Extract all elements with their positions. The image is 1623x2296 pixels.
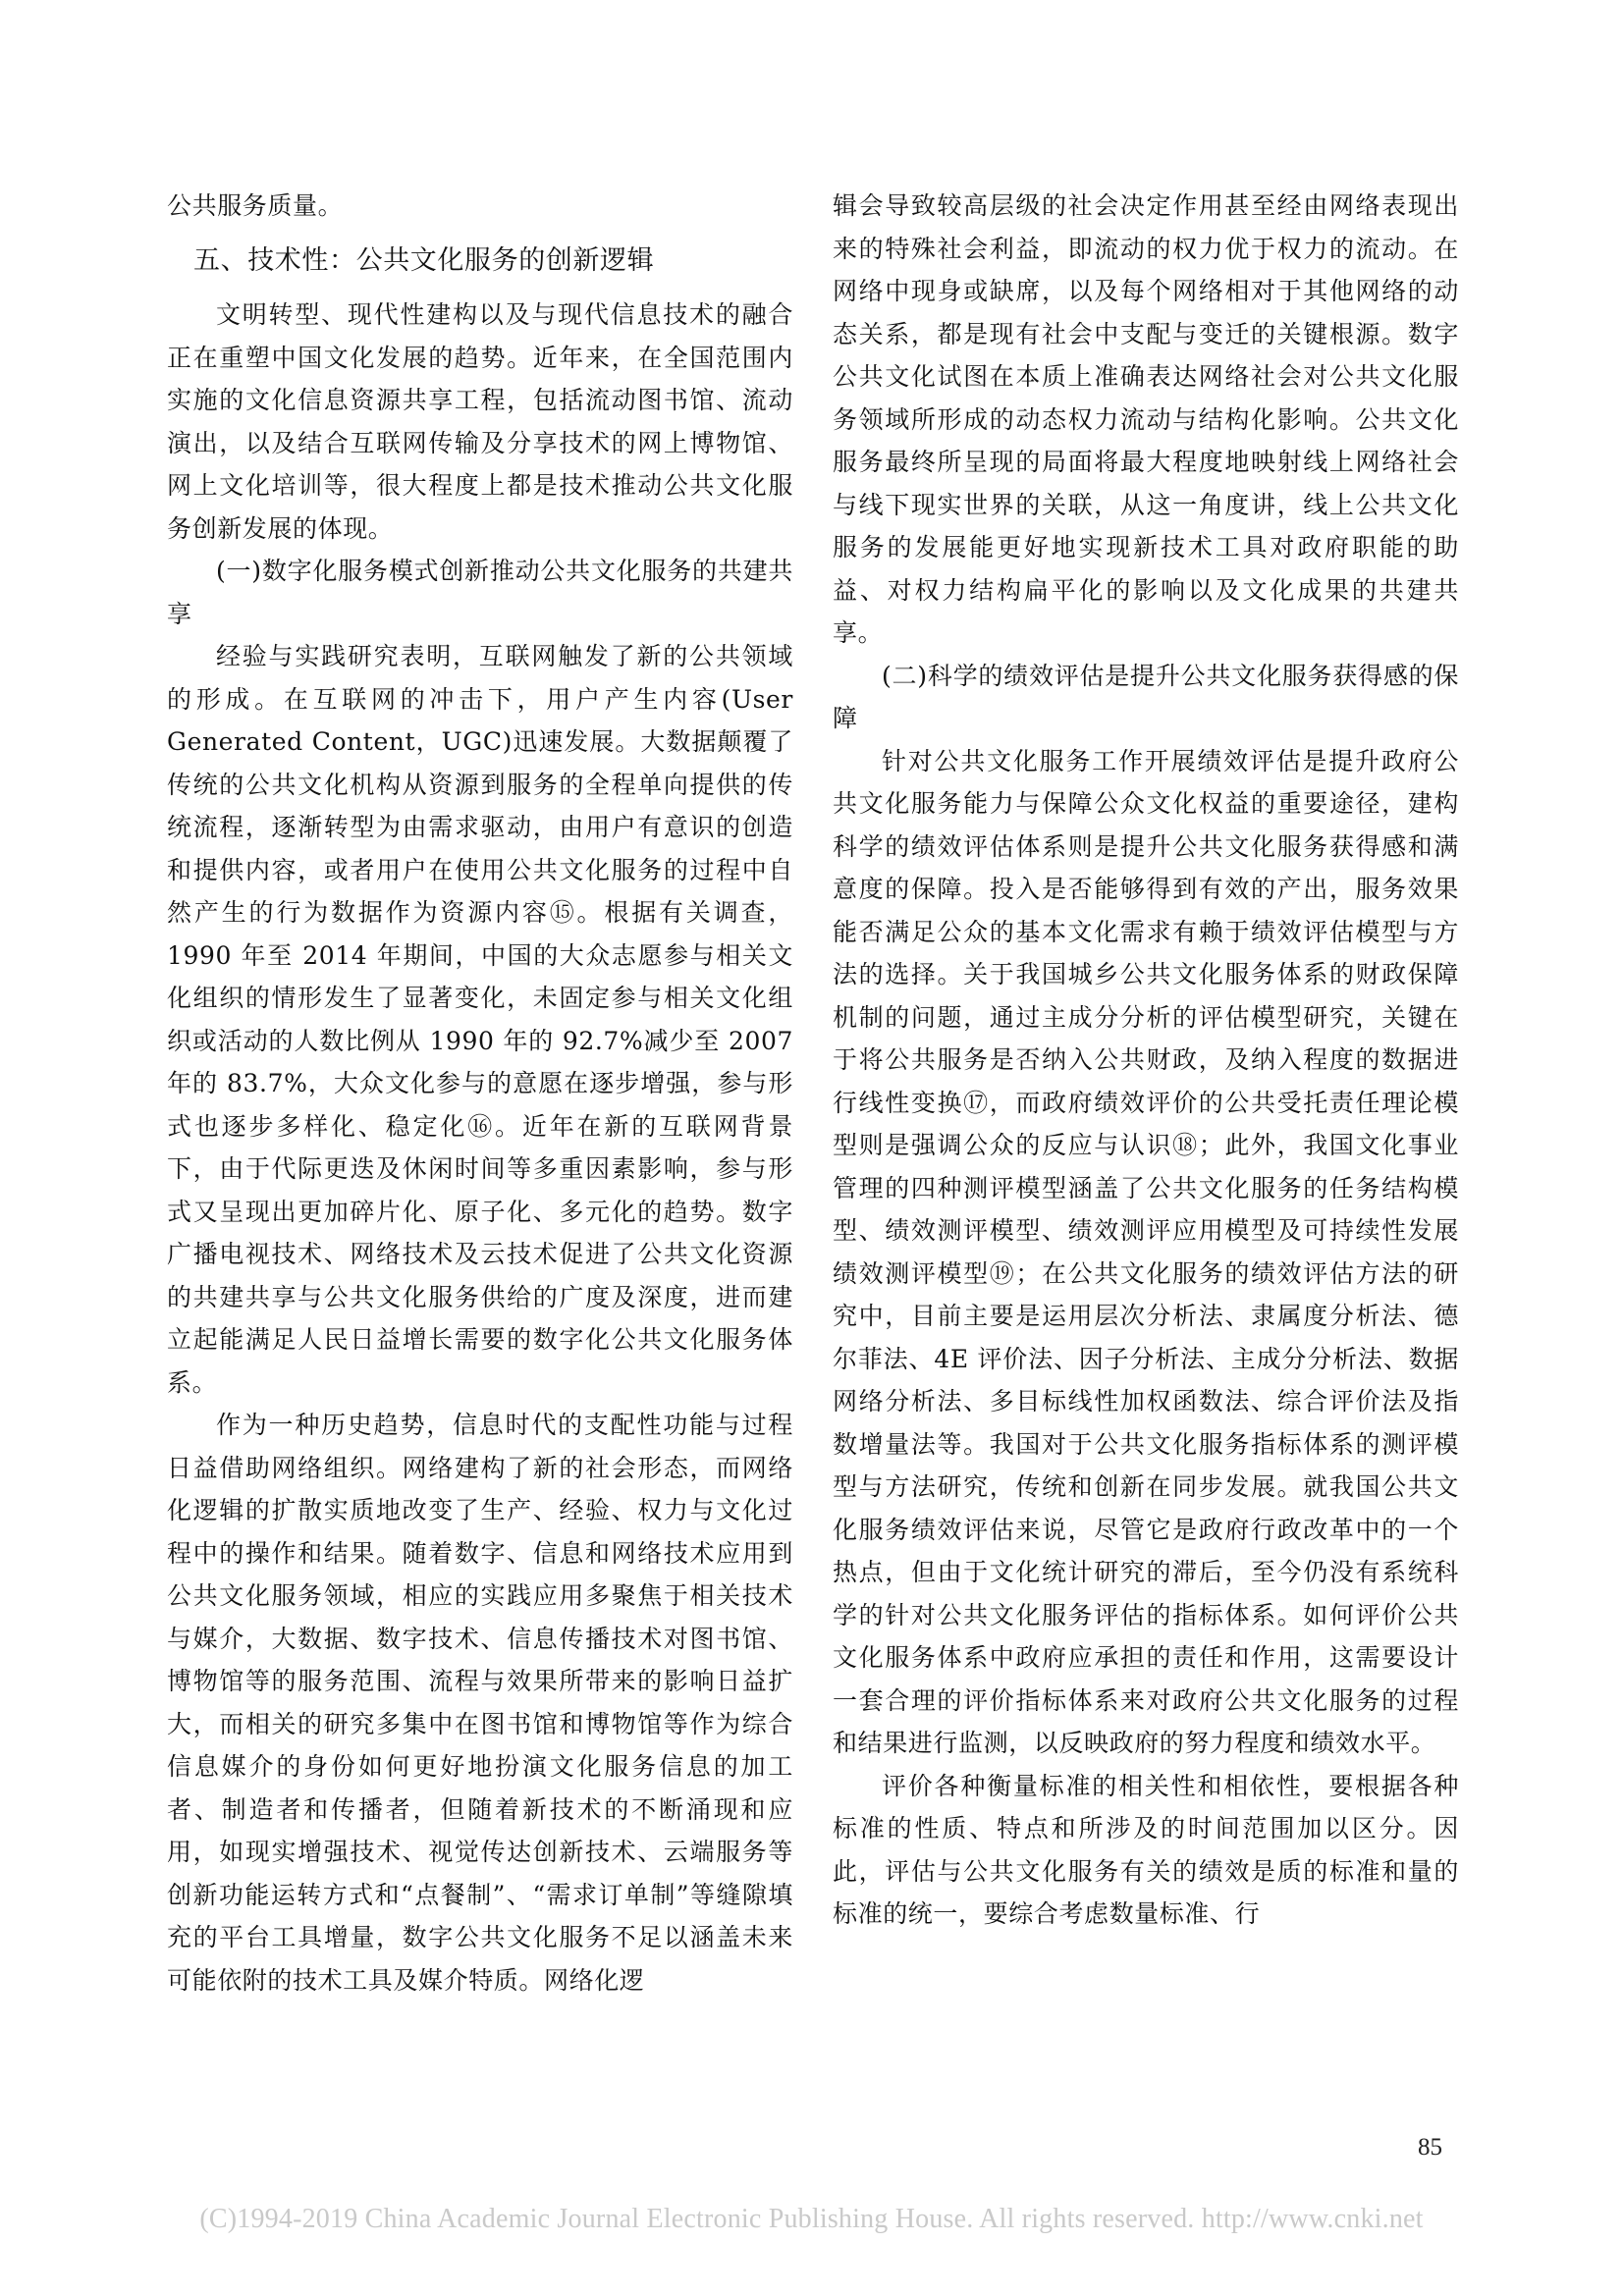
section-heading: 五、技术性：公共文化服务的创新逻辑 [193, 244, 655, 276]
sub-heading: (一)数字化服务模式创新推动公共文化服务的共建共享 [167, 557, 793, 628]
right-column [833, 185, 1459, 1936]
carryover-text: 公共服务质量。 [167, 191, 344, 220]
paragraph: 辑会导致较高层级的社会决定作用甚至经由网络表现出来的特殊社会利益，即流动的权力优于权力的流动。在网络中现身或缺席，以及每个网络相对于其他网络的动态关系，都是现有社会中支配与变迁的关键根源。数字公共文化试图在本质上准确表达网络社会对公共文化服务领域所形成的动态权力流动与结构化影响。公共文化服务最终所呈现的局面将最大程度地映射线上网络社会与线下现实世界的关联，从这一角度讲，线上公共文化服务的发展能更好地实现新技术工具对政府职能的助益、对权力结构扁平化的影响以及文化成果的共建共享。 [833, 191, 1459, 647]
copyright-footer: (C)1994-2019 China Academic Journal Electronic Publishing House. All rights reserved. http://www.cnki.net [199, 2204, 1424, 2234]
paragraph: 评价各种衡量标准的相关性和相依性，要根据各种标准的性质、特点和所涉及的时间范围加以区分。因此，评估与公共文化服务有关的绩效是质的标准和量的标准的统一，要综合考虑数量标准、行 [833, 1771, 1459, 1928]
paragraph: 作为一种历史趋势，信息时代的支配性功能与过程日益借助网络组织。网络建构了新的社会形态，而网络化逻辑的扩散实质地改变了生产、经验、权力与文化过程中的操作和结果。随着数字、信息和网络技术应用到公共文化服务领域，相应的实践应用多聚焦于相关技术与媒介，大数据、数字技术、信息传播技术对图书馆、博物馆等的服务范围、流程与效果所带来的影响日益扩大，而相关的研究多集中在图书馆和博物馆等作为综合信息媒介的身份如何更好地扮演文化服务信息的加工者、制造者和传播者，但随着新技术的不断涌现和应用，如现实增强技术、视觉传达创新技术、云端服务等创新功能运转方式和“点餐制”、“需求订单制”等缝隙填充的平台工具增量，数字公共文化服务不足以涵盖未来可能依附的技术工具及媒介特质。网络化逻 [167, 1411, 793, 1995]
page-number: 85 [1418, 2134, 1442, 2161]
paragraph: 针对公共文化服务工作开展绩效评估是提升政府公共文化服务能力与保障公众文化权益的重要途径，建构科学的绩效评估体系则是提升公共文化服务获得感和满意度的保障。投入是否能够得到有效的产出，服务效果能否满足公众的基本文化需求有赖于绩效评估模型与方法的选择。关于我国城乡公共文化服务体系的财政保障机制的问题，通过主成分分析的评估模型研究，关键在于将公共服务是否纳入公共财政，及纳入程度的数据进行线性变换⑰，而政府绩效评价的公共受托责任理论模型则是强调公众的反应与认识⑱；此外，我国文化事业管理的四种测评模型涵盖了公共文化服务的任务结构模型、绩效测评模型、绩效测评应用模型及可持续性发展绩效测评模型⑲；在公共文化服务的绩效评估方法的研究中，目前主要是运用层次分析法、隶属度分析法、德尔菲法、4E 评价法、因子分析法、主成分分析法、数据网络分析法、多目标线性加权函数法、综合评价法及指数增量法等。我国对于公共文化服务指标体系的测评模型与方法研究，传统和创新在同步发展。就我国公共文化服务绩效评估来说，尽管它是政府行政改革中的一个热点，但由于文化统计研究的滞后，至今仍没有系统科学的针对公共文化服务评估的指标体系。如何评价公共文化服务体系中政府应承担的责任和作用，这需要设计一套合理的评价指标体系来对政府公共文化服务的过程和结果进行监测，以反映政府的努力程度和绩效水平。 [833, 746, 1459, 1757]
sub-heading: (二)科学的绩效评估是提升公共文化服务获得感的保障 [833, 661, 1459, 732]
paragraph: 文明转型、现代性建构以及与现代信息技术的融合正在重塑中国文化发展的趋势。近年来，在全国范围内实施的文化信息资源共享工程，包括流动图书馆、流动演出，以及结合互联网传输及分享技术的网上博物馆、网上文化培训等，很大程度上都是技术推动公共文化服务创新发展的体现。 [167, 300, 793, 543]
paragraph: 经验与实践研究表明，互联网触发了新的公共领域的形成。在互联网的冲击下，用户产生内容(User Generated Content，UGC)迅速发展。大数据颠覆了传统的公共文化机构从资源到服务的全程单向提供的传统流程，逐渐转型为由需求驱动，由用户有意识的创造和提供内容，或者用户在使用公共文化服务的过程中自然产生的行为数据作为资源内容⑮。根据有关调查，1990 年至 2014 年期间，中国的大众志愿参与相关文化组织的情形发生了显著变化，未固定参与相关文化组织或活动的人数比例从 1990 年的 92.7%减少至 2007 年的 83.7%，大众文化参与的意愿在逐步增强，参与形式也逐步多样化、稳定化⑯。近年在新的互联网背景下，由于代际更迭及休闲时间等多重因素影响，参与形式又呈现出更加碎片化、原子化、多元化的趋势。数字广播电视技术、网络技术及云技术促进了公共文化资源的共建共享与公共文化服务供给的广度及深度，进而建立起能满足人民日益增长需要的数字化公共文化服务体系。 [167, 642, 793, 1397]
left-column [167, 185, 793, 2002]
